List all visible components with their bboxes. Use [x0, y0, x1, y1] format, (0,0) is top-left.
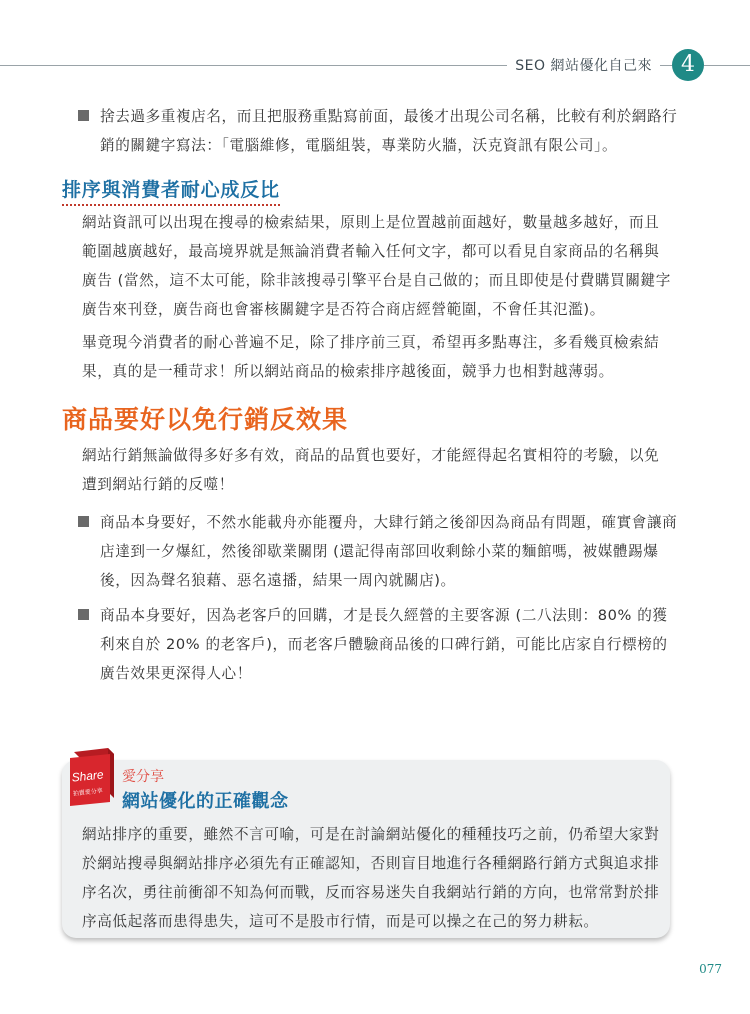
section2-bullet-2-text: 商品本身要好，因為老客戶的回購，才是長久經營的主要客源 (二八法則：80% 的獲利來自於 20% 的老客戶)，而老客戶體驗商品後的口碑行銷，可能比店家自行標榜的廣告效果更深得人心！: [100, 607, 668, 682]
section-heading-ranking-patience: 排序與消費者耐心成反比: [62, 175, 280, 206]
share-subtitle: 愛分享: [122, 769, 164, 785]
section2-bullet-2: [78, 601, 678, 688]
share-title: 網站優化的正確觀念: [122, 791, 289, 812]
intro-bullet-text: 捨去過多重複店名，而且把服務重點寫前面，最後才出現公司名稱，比較有利於網路行銷的關鍵字寫法：「電腦維修，電腦組裝，專業防火牆，沃克資訊有限公司」。: [100, 108, 678, 154]
share-cube-caption: 拍賣愛分享: [72, 787, 104, 798]
section1-paragraph-2: 畢竟現今消費者的耐心普遍不足，除了排序前三頁，希望再多點專注，多看幾頁檢索結果，真的是一種苛求！所以網站商品的檢索排序越後面，競爭力也相對越薄弱。: [82, 334, 660, 380]
intro-bullet: [78, 102, 678, 160]
share-cube-word: Share: [70, 767, 105, 785]
section2-paragraph: 網站行銷無論做得多好多有效，商品的品質也要好，才能經得起名實相符的考驗，以免遭到網站行銷的反噬！: [82, 447, 660, 493]
section2-bullet-1: [78, 508, 678, 595]
running-header-title: SEO 網站優化自己來: [507, 55, 660, 75]
page-number: 077: [699, 962, 722, 976]
square-bullet-icon: [78, 516, 89, 527]
section1-paragraph-1: 網站資訊可以出現在搜尋的檢索結果，原則上是位置越前面越好，數量越多越好，而且範圍越廣越好，最高境界就是無論消費者輸入任何文字，都可以看見自家商品的名稱與廣告 (當然，這不太可能，除非該搜尋引擎平台是自己做的；而且即使是付費購買關鍵字廣告來刊登，廣告商也會審核關鍵字是否符合商店經營範圍，不會任其氾濫)。: [82, 214, 671, 318]
chapter-number-badge: 4: [672, 49, 704, 81]
square-bullet-icon: [78, 110, 89, 121]
section-heading-product-quality: 商品要好以免行銷反效果: [62, 405, 349, 434]
square-bullet-icon: [78, 609, 89, 620]
share-cube-icon: [68, 748, 116, 806]
share-body-text: 網站排序的重要，雖然不言可喻，可是在討論網站優化的種種技巧之前，仍希望大家對於網站搜尋與網站排序必須先有正確認知，否則盲目地進行各種網路行銷方式與追求排序名次，勇往前衝卻不知為何而戰，反而容易迷失自我網站行銷的方向，也常常對於排序高低起落而患得患失，這可不是股市行情，而是可以操之在己的努力耕耘。: [82, 826, 660, 930]
header-rule-right: [704, 65, 750, 66]
section2-bullet-1-text: 商品本身要好，不然水能載舟亦能覆舟，大肆行銷之後卻因為商品有問題，確實會讓商店達到一夕爆紅，然後卻歇業關閉 (還記得南部回收剩餘小菜的麵館嗎，被媒體踢爆後，因為聲名狼藉、惡名遠播，結果一周內就關店)。: [100, 514, 678, 589]
